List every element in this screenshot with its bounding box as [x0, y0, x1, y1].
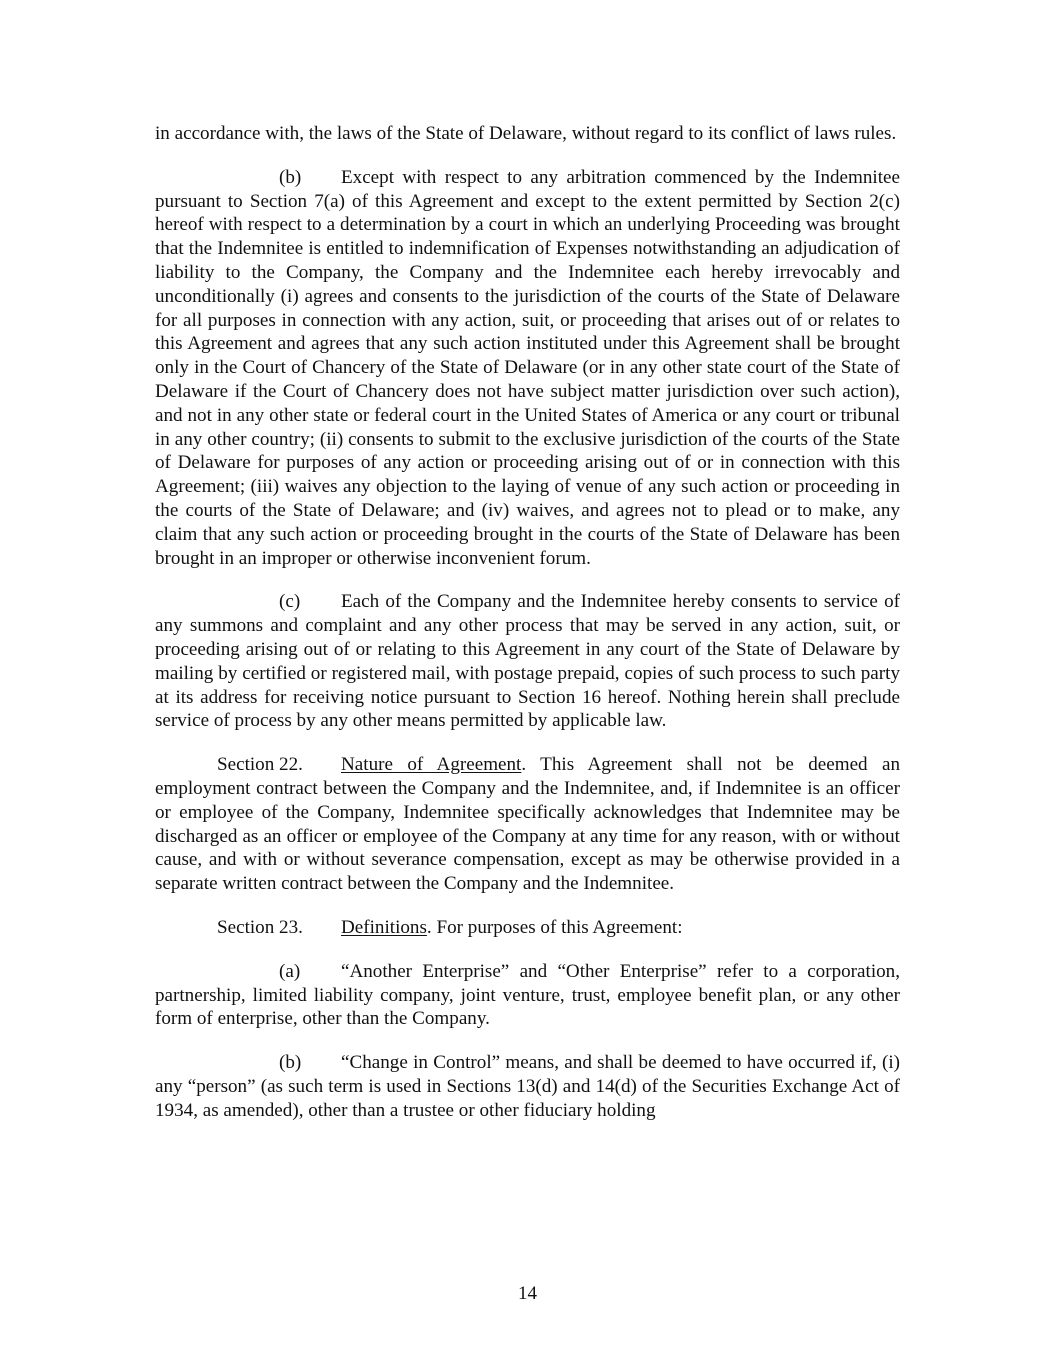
definition-a	[155, 960, 900, 1031]
paragraph-marker: (a)	[279, 960, 301, 982]
section-heading: Nature of Agreement	[341, 754, 522, 776]
section-heading: Definitions	[341, 916, 427, 938]
definition-b	[155, 1051, 900, 1122]
paragraph-21-b	[155, 166, 900, 571]
paragraph-text: Each of the Company and the Indemnitee hereby consents to service of any summons and complaint and any other process that may be served in any action, suit, or proceeding arising out of or relating to this Agreement in any court of the State of Delaware by mailing by certified or registered mail, with postage prepaid, copies of such process to such party at its address for receiving notice pursuant to Section 16 hereof. Nothing herein shall preclude service of process by any other means permitted by applicable law.	[155, 591, 900, 732]
page-number: 14	[518, 1283, 537, 1304]
section-number: Section 23.	[217, 916, 303, 938]
paragraph-marker: (b)	[279, 166, 302, 188]
section-text: . For purposes of this Agreement:	[426, 916, 683, 938]
section-text: . This Agreement shall not be deemed an employment contract between the Company and the Indemnitee, and, if Indemnitee is an officer or employee of the Company, Indemnitee specifically acknowledges that Indemnitee may be discharged as an officer or employee of the Company at any time for any reason, with or without cause, and with or without severance compensation, except as may be otherwise provided in a separate written contract between the Company and the Indemnitee.	[155, 754, 900, 895]
section-number: Section 22.	[217, 754, 303, 776]
section-23	[155, 916, 900, 940]
paragraph-text: “Another Enterprise” and “Other Enterprise” refer to a corporation, partnership, limited liability company, joint venture, trust, employee benefit plan, or any other form of enterprise, other than the Company.	[155, 960, 900, 1030]
paragraph-21-c	[155, 590, 900, 733]
continuation-text: in accordance with, the laws of the State of Delaware, without regard to its conflict of laws rules.	[155, 123, 897, 144]
paragraph-marker: (c)	[279, 591, 301, 613]
document-body	[155, 122, 900, 1142]
section-22	[155, 753, 900, 896]
paragraph-text: “Change in Control” means, and shall be deemed to have occurred if, (i) any “person” (as such term is used in Sections 13(d) and 14(d) of the Securities Exchange Act of 1934, as amended), other than a trustee or other fiduciary holding	[155, 1052, 900, 1121]
continuation-paragraph	[155, 122, 900, 146]
paragraph-marker: (b)	[279, 1052, 302, 1074]
paragraph-text: Except with respect to any arbitration commenced by the Indemnitee pursuant to Section 7(a) of this Agreement and except to the extent permitted by Section 2(c) hereof with respect to a determination by a court in which an underlying Proceeding was brought that the Indemnitee is entitled to indemnification of Expenses notwithstanding an adjudication of liability to the Company, the Company and the Indemnitee each hereby irrevocably and unconditionally (i) agrees and consents to the jurisdiction of the courts of the State of Delaware for all purposes in connection with any action, suit, or proceeding that arises out of or relates to this Agreement and agrees that any such action instituted under this Agreement shall be brought only in the Court of Chancery of the State of Delaware (or in any other state court of the State of Delaware if the Court of Chancery does not have subject matter jurisdiction over such action), and not in any other state or federal court in the United States of America or any court or tribunal in any other country; (ii) consents to submit to the exclusive jurisdiction of the courts of the State of Delaware for purposes of any action or proceeding arising out of or in connection with this Agreement; (iii) waives any objection to the laying of venue of any such action or proceeding in the courts of the State of Delaware; and (iv) waives, and agrees not to plead or to make, any claim that any such action or proceeding brought in the courts of the State of Delaware has been brought in an improper or otherwise inconvenient forum.	[155, 166, 900, 569]
